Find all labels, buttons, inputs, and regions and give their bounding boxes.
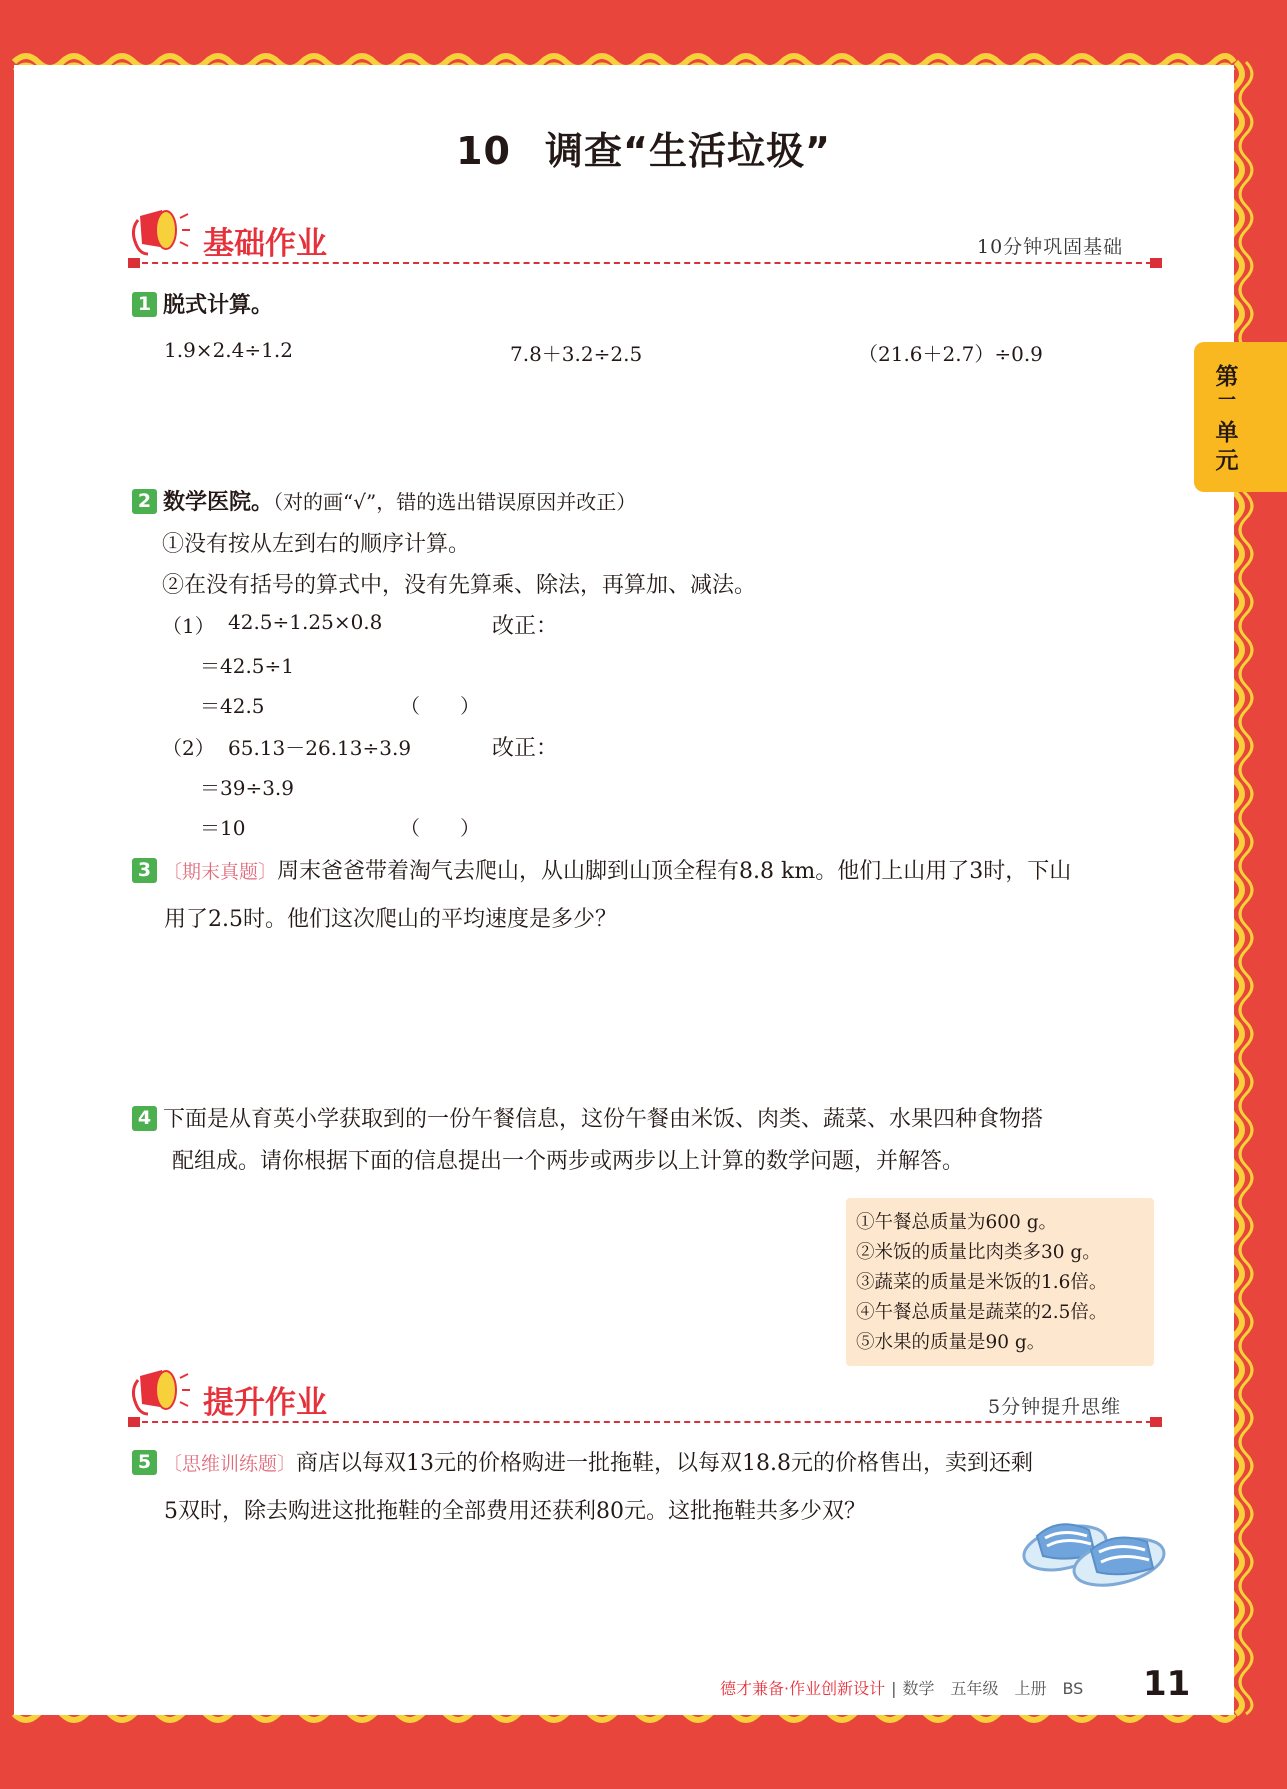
side-tab-char: 元 <box>1215 448 1239 474</box>
unit-side-tab <box>1194 342 1287 492</box>
question-note: （对的画“√”，错的选出错误原因并改正） <box>273 490 637 514</box>
megaphone-icon <box>130 208 192 260</box>
question-text: 周末爸爸带着淘气去爬山，从山脚到山顶全程有8.8 km。他们上山用了3时，下山 <box>277 859 1072 884</box>
slippers-icon <box>1015 1510 1173 1592</box>
side-tab-char: 一 <box>1218 390 1236 411</box>
question-tag: 〔思维训练题〕 <box>163 1453 297 1475</box>
question-3 <box>132 854 1071 885</box>
q3-line-2: 用了2.5时。他们这次爬山的平均速度是多少？ <box>164 907 617 932</box>
q2-part-2-answer-blank[interactable]: （ ） <box>400 816 480 840</box>
q2-part-1-expr: 42.5÷1.25×0.8 <box>228 610 383 634</box>
divider-end <box>1150 258 1162 268</box>
q1-expr-1: 1.9×2.4÷1.2 <box>164 338 293 362</box>
info-line: ②米饭的质量比肉类多30 g。 <box>856 1242 1101 1263</box>
footer-separator: | <box>891 1679 897 1698</box>
lunch-info-box <box>846 1198 1154 1366</box>
question-text: 数学医院。 <box>163 490 274 515</box>
q2-part-1-step-2: ＝42.5 <box>200 694 265 718</box>
section-time-advanced: 5分钟提升思维 <box>988 1396 1122 1418</box>
footer-info <box>720 1676 1083 1699</box>
q2-reason-1: ①没有按从左到右的顺序计算。 <box>162 532 471 557</box>
divider-end <box>128 1417 140 1427</box>
q1-expr-2: 7.8＋3.2÷2.5 <box>510 342 643 366</box>
question-2 <box>132 485 636 516</box>
side-tab-char: 第 <box>1215 364 1239 390</box>
section-divider <box>132 262 1162 264</box>
page-number: 11 <box>1143 1664 1191 1704</box>
divider-end <box>128 258 140 268</box>
q5-line-2: 5双时，除去购进这批拖鞋的全部费用还获利80元。这批拖鞋共多少双？ <box>164 1499 866 1524</box>
side-tab-char: 单 <box>1215 420 1239 446</box>
question-tag: 〔期末真题〕 <box>163 861 278 883</box>
question-4 <box>132 1102 1043 1133</box>
section-divider <box>132 1421 1162 1423</box>
megaphone-icon <box>130 1368 192 1420</box>
question-number: 5 <box>132 1450 157 1475</box>
info-line: ⑤水果的质量是90 g。 <box>856 1332 1046 1353</box>
info-line: ③蔬菜的质量是米饭的1.6倍。 <box>856 1272 1108 1293</box>
lesson-title: 调查“生活垃圾” <box>544 129 831 173</box>
lesson-number: 10 <box>456 129 511 173</box>
q1-expr-3: （21.6＋2.7）÷0.9 <box>858 342 1043 366</box>
q4-line-2: 配组成。请你根据下面的信息提出一个两步或两步以上计算的数学问题，并解答。 <box>172 1149 965 1174</box>
question-1 <box>132 288 273 319</box>
question-number: 1 <box>132 292 157 317</box>
q2-part-2-step-2: ＝10 <box>200 816 246 840</box>
q2-part-2-fix: 改正： <box>492 736 559 761</box>
q2-part-1-step-1: ＝42.5÷1 <box>200 654 295 678</box>
q2-part-2-label: （2） <box>162 736 215 760</box>
question-text: 下面是从育英小学获取到的一份午餐信息，这份午餐由米饭、肉类、蔬菜、水果四种食物搭 <box>163 1107 1044 1132</box>
section-title-advanced: 提升作业 <box>203 1385 327 1421</box>
question-number: 3 <box>132 858 157 883</box>
q2-part-1-answer-blank[interactable]: （ ） <box>400 694 480 718</box>
q2-part-2-step-1: ＝39÷3.9 <box>200 776 295 800</box>
info-line: ④午餐总质量是蔬菜的2.5倍。 <box>856 1302 1108 1323</box>
info-line: ①午餐总质量为600 g。 <box>856 1212 1058 1233</box>
question-text: 脱式计算。 <box>163 293 274 318</box>
question-5 <box>132 1446 1033 1477</box>
q2-part-1-label: （1） <box>162 614 215 638</box>
footer-brand: 德才兼备·作业创新设计 <box>720 1679 886 1698</box>
q2-part-2-expr: 65.13－26.13÷3.9 <box>228 736 412 760</box>
question-number: 4 <box>132 1106 157 1131</box>
divider-end <box>1150 1417 1162 1427</box>
q2-part-1-fix: 改正： <box>492 614 559 639</box>
footer-book-info: 数学 五年级 上册 BS <box>902 1679 1084 1698</box>
question-text: 商店以每双13元的价格购进一批拖鞋，以每双18.8元的价格售出，卖到还剩 <box>296 1451 1033 1476</box>
q2-reason-2: ②在没有括号的算式中，没有先算乘、除法，再算加、减法。 <box>162 573 757 598</box>
page-title <box>0 120 1287 175</box>
section-title-basic: 基础作业 <box>203 226 327 262</box>
question-number: 2 <box>132 489 157 514</box>
section-time-basic: 10分钟巩固基础 <box>977 236 1124 258</box>
